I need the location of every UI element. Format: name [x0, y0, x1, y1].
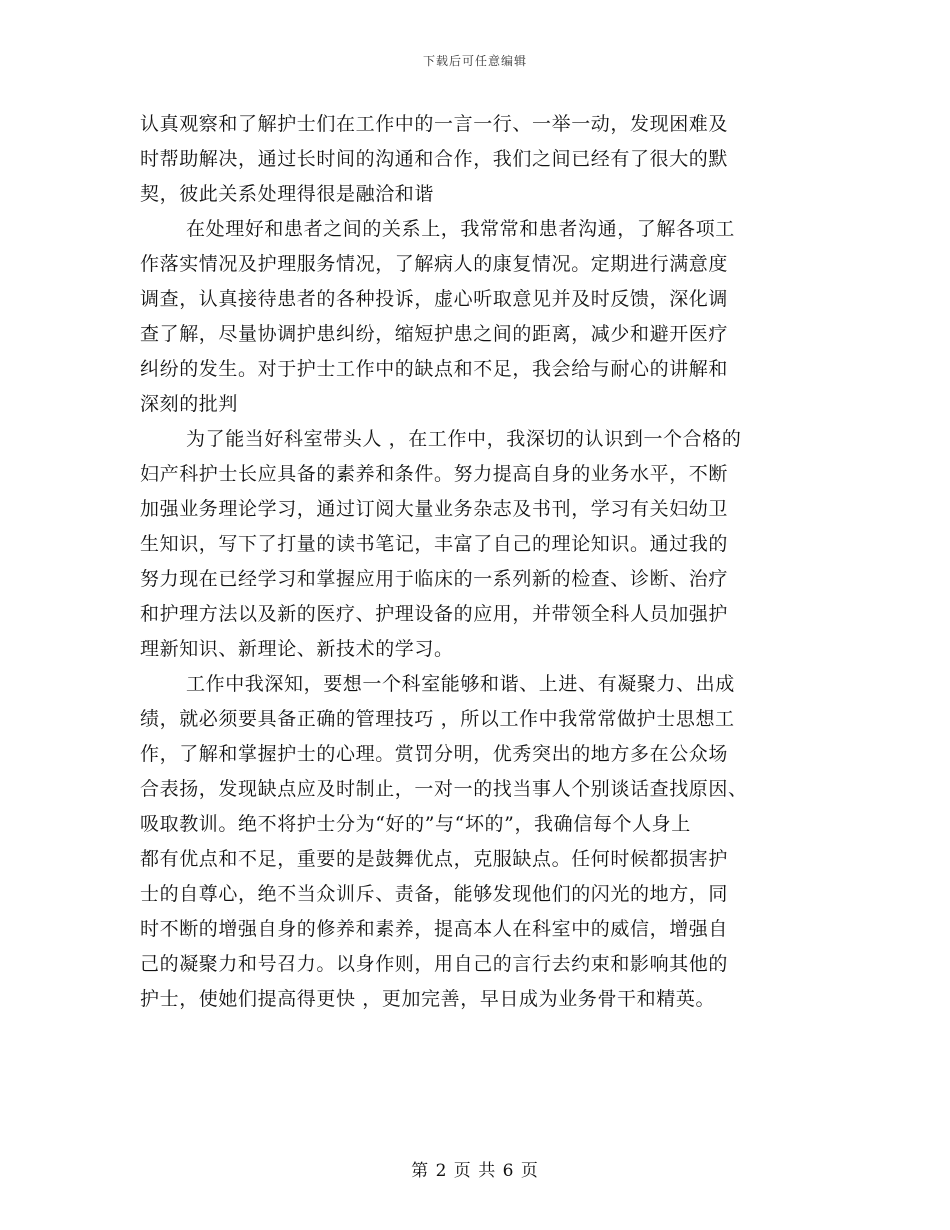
paragraph-line: 妇产科护士长应具备的素养和条件。努力提高自身的业务水平，不断 [140, 463, 729, 485]
paragraph-line: 作，了解和掌握护士的心理。赏罚分明，优秀突出的地方多在公众场 [140, 743, 729, 765]
paragraph-line: 绩，就必须要具备正确的管理技巧 ，所以工作中我常常做护士思想工 [140, 708, 735, 730]
paragraph-1 [140, 107, 812, 212]
paragraph-3 [140, 422, 812, 667]
paragraph-line: 工作中我深知，要想一个科室能够和谐、上进、有凝聚力、出成 [186, 673, 735, 695]
paragraph-line: 为了能当好科室带头人 ，在工作中，我深切的认识到一个合格的 [186, 428, 742, 450]
paragraph-line: 都有优点和不足，重要的是鼓舞优点，克服缺点。任何时候都损害护 [140, 848, 729, 870]
paragraph-line: 深刻的批判 [140, 393, 239, 415]
paragraph-4 [140, 667, 812, 1017]
paragraph-line: 契，彼此关系处理得很是融洽和谐 [140, 183, 435, 205]
page-number: 第 2 页 共 6 页 [411, 1161, 539, 1181]
paragraph-2 [140, 212, 812, 422]
paragraph-line: 合表扬，发现缺点应及时制止，一对一的找当事人个别谈话查找原因、 [140, 778, 748, 800]
paragraph-line: 护士，使她们提高得更快 ，更加完善，早日成为业务骨干和精英。 [140, 988, 716, 1010]
paragraph-line: 作落实情况及护理服务情况，了解病人的康复情况。定期进行满意度 [140, 253, 729, 275]
paragraph-line: 理新知识、新理论、新技术的学习。 [140, 638, 454, 660]
header-note: 下载后可任意编辑 [422, 54, 527, 68]
paragraph-line: 调查，认真接待患者的各种投诉，虚心听取意见并及时反馈，深化调 [140, 288, 729, 310]
paragraph-line: 生知识，写下了打量的读书笔记，丰富了自己的理论知识。通过我的 [140, 533, 729, 555]
paragraph-line: 时不断的增强自身的修养和素养，提高本人在科室中的威信，增强自 [140, 918, 729, 940]
paragraph-line: 吸取教训。绝不将护士分为“好的”与“坏的”，我确信每个人身上 [140, 813, 691, 835]
paragraph-line: 和护理方法以及新的医疗、护理设备的应用，并带领全科人员加强护 [140, 603, 729, 625]
paragraph-line: 己的凝聚力和号召力。以身作则，用自己的言行去约束和影响其他的 [140, 953, 729, 975]
paragraph-line: 认真观察和了解护士们在工作中的一言一行、一举一动，发现困难及 [140, 113, 729, 135]
paragraph-line: 士的自尊心，绝不当众训斥、责备，能够发现他们的闪光的地方，同 [140, 883, 729, 905]
paragraph-line: 纠纷的发生。对于护士工作中的缺点和不足，我会给与耐心的讲解和 [140, 358, 729, 380]
body-text [140, 107, 812, 1017]
paragraph-line: 努力现在已经学习和掌握应用于临床的一系列新的检查、诊断、治疗 [140, 568, 729, 590]
paragraph-line: 查了解，尽量协调护患纠纷，缩短护患之间的距离，减少和避开医疗 [140, 323, 729, 345]
paragraph-line: 在处理好和患者之间的关系上，我常常和患者沟通，了解各项工 [186, 218, 735, 240]
paragraph-line: 加强业务理论学习，通过订阅大量业务杂志及书刊，学习有关妇幼卫 [140, 498, 729, 520]
paragraph-line: 时帮助解决，通过长时间的沟通和合作，我们之间已经有了很大的默 [140, 148, 729, 170]
